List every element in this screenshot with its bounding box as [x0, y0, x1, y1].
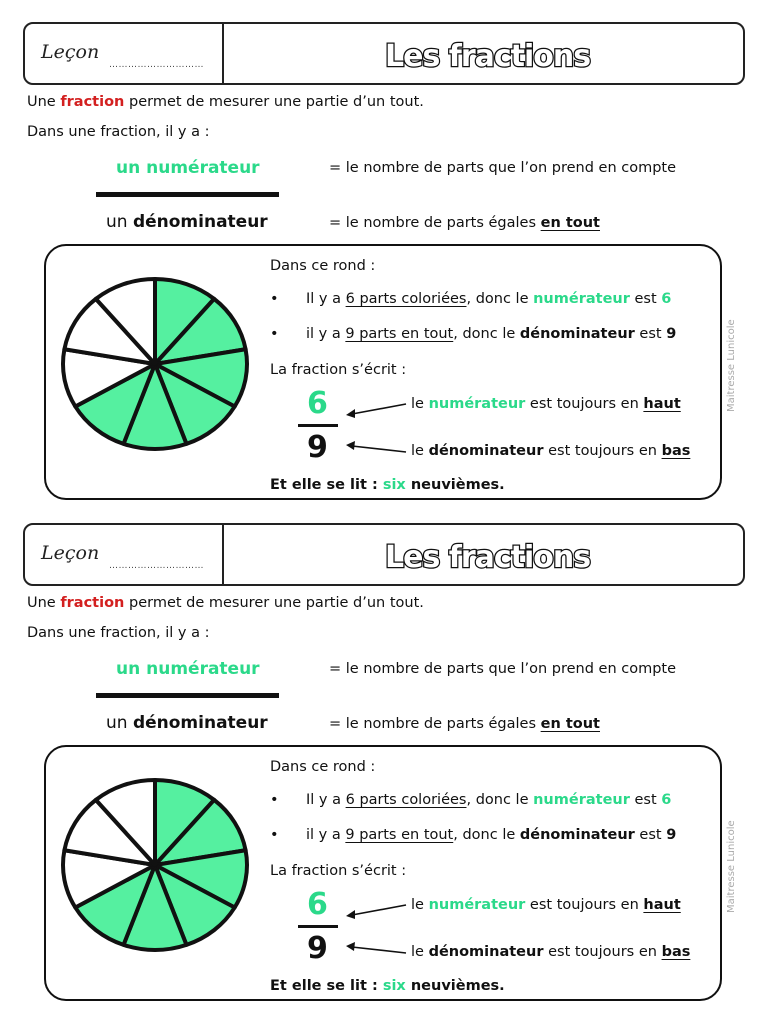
arrow-down-icon: [352, 446, 406, 452]
bullet-2: • il y a 9 parts en tout, donc le dénominateur est 9: [270, 827, 677, 843]
numerator-position: le numérateur est toujours en haut: [411, 396, 681, 412]
arrowhead-up-icon: [346, 910, 355, 919]
arrow-down-icon: [352, 947, 406, 953]
arrowhead-up-icon: [346, 409, 355, 418]
reading-line: Et elle se lit : six neuvièmes.: [270, 477, 505, 493]
denominator-definition: = le nombre de parts égales en tout: [329, 215, 600, 231]
lesson-card: [0, 0, 768, 502]
lesson-card: [0, 501, 768, 1003]
denominator-definition: = le nombre de parts égales en tout: [329, 716, 600, 732]
intro-line-2: Dans une fraction, il y a :: [27, 124, 210, 140]
example-title: Dans ce rond :: [270, 759, 376, 775]
arrow-up-icon: [352, 404, 406, 414]
arrow-icons: [340, 897, 410, 961]
fraction-term: fraction: [60, 595, 125, 611]
denominator-position: le dénominateur est toujours en bas: [411, 944, 691, 960]
credit-text: Maitresse Lunicole: [726, 319, 737, 412]
fraction-bar: [298, 925, 338, 928]
arrowhead-down-icon: [346, 942, 355, 951]
fraction-bar-line: [96, 693, 279, 698]
numerator-definition: = le nombre de parts que l’on prend en compte: [329, 661, 677, 677]
arrow-up-icon: [352, 905, 406, 915]
title-text: Les fractions: [385, 39, 591, 74]
title-text: Les fractions: [385, 540, 591, 575]
intro-line-1: Une fraction permet de mesurer une partie d’un tout.: [27, 595, 424, 611]
numerator-definition: = le nombre de parts que l’on prend en compte: [329, 160, 677, 176]
lecon-label: Leçon: [41, 41, 100, 63]
pie-chart: [60, 276, 250, 452]
page-title: [223, 525, 745, 584]
credit-text: Maitresse Lunicole: [726, 820, 737, 913]
example-title: Dans ce rond :: [270, 258, 376, 274]
denominator-term: un dénominateur: [106, 713, 268, 733]
lesson-header: [23, 22, 745, 85]
fraction-writes: La fraction s’écrit :: [270, 362, 407, 378]
lecon-label: Leçon: [41, 542, 100, 564]
arrow-icons: [340, 396, 410, 460]
bullet-2: • il y a 9 parts en tout, donc le dénominateur est 9: [270, 326, 677, 342]
intro-line-1: Une fraction permet de mesurer une partie d’un tout.: [27, 94, 424, 110]
page-title: [223, 24, 745, 83]
fraction-numerator: 6: [307, 887, 328, 922]
intro-line-2: Dans une fraction, il y a :: [27, 625, 210, 641]
numerator-term: un numérateur: [116, 659, 260, 679]
bullet-1: • Il y a 6 parts coloriées, donc le numérateur est 6: [270, 792, 672, 808]
fraction-denominator: 9: [307, 430, 328, 465]
fraction-writes: La fraction s’écrit :: [270, 863, 407, 879]
fraction-bar: [298, 424, 338, 427]
denominator-term: un dénominateur: [106, 212, 268, 232]
fraction-term: fraction: [60, 94, 125, 110]
fraction-denominator: 9: [307, 931, 328, 966]
fraction-numerator: 6: [307, 386, 328, 421]
lecon-dots: …………………………: [109, 60, 204, 70]
numerator-term: un numérateur: [116, 158, 260, 178]
arrowhead-down-icon: [346, 441, 355, 450]
lesson-header: [23, 523, 745, 586]
numerator-position: le numérateur est toujours en haut: [411, 897, 681, 913]
lecon-dots: …………………………: [109, 561, 204, 571]
pie-chart: [60, 777, 250, 953]
fraction-bar-line: [96, 192, 279, 197]
reading-line: Et elle se lit : six neuvièmes.: [270, 978, 505, 994]
bullet-1: • Il y a 6 parts coloriées, donc le numérateur est 6: [270, 291, 672, 307]
denominator-position: le dénominateur est toujours en bas: [411, 443, 691, 459]
